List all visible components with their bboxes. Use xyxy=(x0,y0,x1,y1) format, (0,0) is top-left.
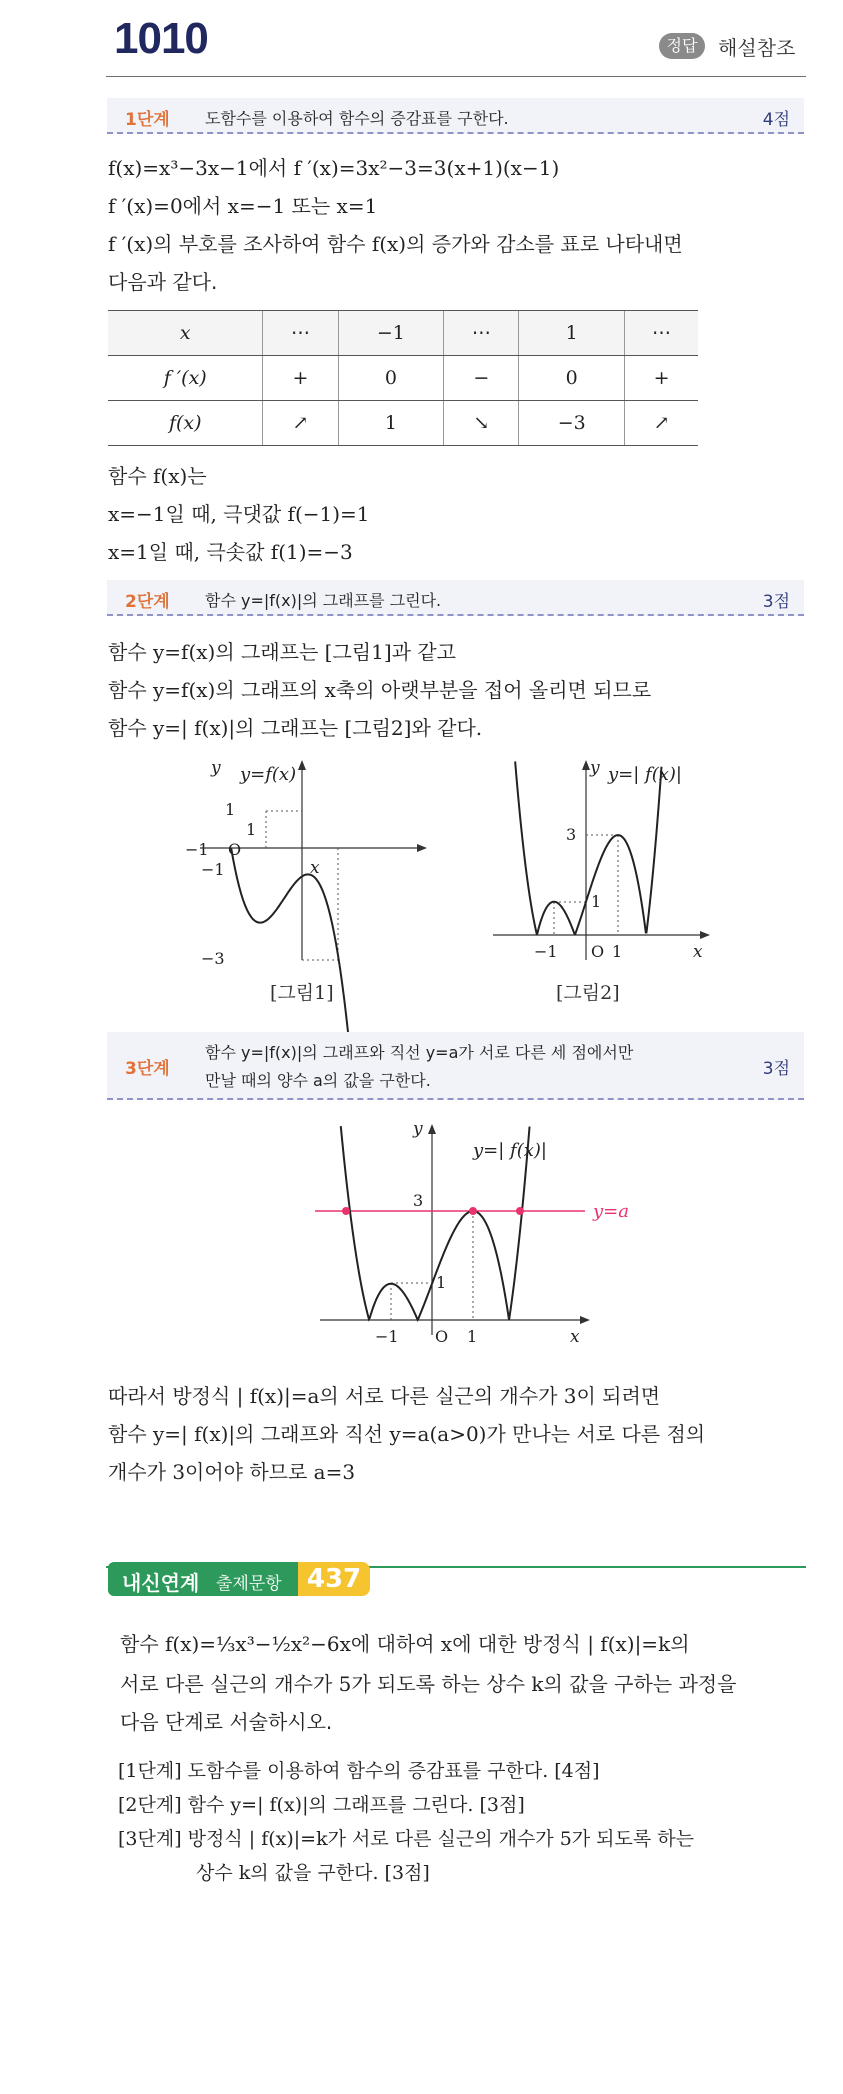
intersection-point xyxy=(469,1207,477,1215)
tick-label: 3 xyxy=(413,1191,424,1210)
critical-points-line: f ′(x)=0에서 x=−1 또는 x=1 xyxy=(108,194,378,218)
table-cell: ↗ xyxy=(263,401,338,446)
x-axis-arrow-icon xyxy=(417,844,427,852)
related-problem-badge xyxy=(108,1562,298,1596)
curve-label: y=| f(x)| xyxy=(608,764,682,785)
related-step-2: [2단계] 함수 y=| f(x)|의 그래프를 그린다. [3점] xyxy=(118,1794,525,1816)
related-problem-line-2: 서로 다른 실근의 개수가 5가 되도록 하는 상수 k의 값을 구하는 과정을 xyxy=(120,1672,737,1696)
table-cell: f ′(x) xyxy=(108,356,263,401)
intersection-point xyxy=(342,1207,350,1215)
y-axis-arrow-icon xyxy=(582,760,590,770)
tick-label: −1 xyxy=(201,860,225,879)
step-3-text-2: 만날 때의 양수 a의 값을 구한다. xyxy=(205,1071,431,1090)
problem-number: 1010 xyxy=(114,14,208,63)
related-step-3: [3단계] 방정식 | f(x)|=k가 서로 다른 실근의 개수가 5가 되도록 하는 xyxy=(118,1828,694,1850)
step-1-text: 도함수를 이용하여 함수의 증감표를 구한다. xyxy=(205,109,509,128)
graph-desc-line-2: 함수 y=f(x)의 그래프의 x축의 아랫부분을 접어 올리면 되므로 xyxy=(108,678,652,702)
answer-badge: 정답 xyxy=(659,33,705,59)
header-divider xyxy=(106,76,806,77)
tick-label: 1 xyxy=(591,892,602,911)
table-intro-line: 다음과 같다. xyxy=(108,270,218,294)
table-cell: ⋯ xyxy=(444,311,519,356)
y-axis-label: y xyxy=(211,758,221,778)
graph-desc-line-3: 함수 y=| f(x)|의 그래프는 [그림2]와 같다. xyxy=(108,716,483,740)
step-3-bar xyxy=(107,1032,804,1100)
conclusion-line-1: 따라서 방정식 | f(x)|=a의 서로 다른 실근의 개수가 3이 되려면 xyxy=(108,1384,661,1408)
figure-1-caption: [그림1] xyxy=(270,982,334,1004)
tick-label: 1 xyxy=(467,1327,478,1346)
tick-label: −1 xyxy=(375,1327,399,1346)
conclusion-line-3: 개수가 3이어야 하므로 a=3 xyxy=(108,1460,356,1484)
origin-label: O xyxy=(435,1327,449,1346)
tick-label: 1 xyxy=(612,942,623,961)
figure-1-graph xyxy=(185,755,435,970)
table-cell: ⋯ xyxy=(625,311,698,356)
step-1-score: 4점 xyxy=(762,110,790,130)
line-label: y=a xyxy=(593,1201,629,1222)
related-problem-line-1: 함수 f(x)=⅓x³−½x²−6x에 대하여 x에 대한 방정식 | f(x)|=k의 xyxy=(120,1632,690,1656)
derivative-line: f(x)=x³−3x−1에서 f ′(x)=3x²−3=3(x+1)(x−1) xyxy=(108,156,560,180)
x-axis-arrow-icon xyxy=(580,1316,590,1324)
table-cell: + xyxy=(625,356,698,401)
tick-label: 1 xyxy=(436,1273,447,1292)
table-row xyxy=(108,311,698,356)
table-row xyxy=(108,401,698,446)
conclusion-line-2: 함수 y=| f(x)|의 그래프와 직선 y=a(a>0)가 만나는 서로 다른 점의 xyxy=(108,1422,706,1446)
local-min-line: x=1일 때, 극솟값 f(1)=−3 xyxy=(108,540,353,564)
y-axis-label: y xyxy=(413,1119,423,1139)
table-cell: −1 xyxy=(338,311,444,356)
related-step-3-cont: 상수 k의 값을 구한다. [3점] xyxy=(196,1862,430,1884)
table-cell: ⋯ xyxy=(263,311,338,356)
answer-reference: 해설참조 xyxy=(718,36,796,60)
step-1-label: 1단계 xyxy=(125,110,170,130)
x-axis-arrow-icon xyxy=(700,931,710,939)
extrema-intro: 함수 f(x)는 xyxy=(108,464,207,488)
step-2-text: 함수 y=|f(x)|의 그래프를 그린다. xyxy=(205,591,442,610)
origin-label: O xyxy=(591,942,605,961)
table-cell: − xyxy=(444,356,519,401)
step-2-label: 2단계 xyxy=(125,592,170,612)
table-cell: 1 xyxy=(519,311,625,356)
x-axis-label: x xyxy=(693,942,703,962)
table-cell: 0 xyxy=(519,356,625,401)
local-max-line: x=−1일 때, 극댓값 f(−1)=1 xyxy=(108,502,370,526)
tick-label: −1 xyxy=(185,840,209,859)
step-1-bar xyxy=(107,98,804,134)
curve-label: y=f(x) xyxy=(240,764,297,785)
graph-desc-line-1: 함수 y=f(x)의 그래프는 [그림1]과 같고 xyxy=(108,640,456,664)
tick-label: −1 xyxy=(534,942,558,961)
related-problem-number: 437 xyxy=(298,1562,370,1596)
figure-2-caption: [그림2] xyxy=(556,982,620,1004)
step-3-text-1: 함수 y=|f(x)|의 그래프와 직선 y=a가 서로 다른 세 점에서만 xyxy=(205,1043,634,1062)
table-cell: −3 xyxy=(519,401,625,446)
tick-label: 1 xyxy=(246,820,257,839)
y-axis-arrow-icon xyxy=(298,760,306,770)
y-axis-label: y xyxy=(590,758,600,778)
curve-label: y=| f(x)| xyxy=(473,1140,547,1161)
table-cell: x xyxy=(108,311,263,356)
x-axis-label: x xyxy=(570,1327,580,1347)
table-cell: ↗ xyxy=(625,401,698,446)
table-cell: f(x) xyxy=(108,401,263,446)
y-axis-arrow-icon xyxy=(428,1124,436,1134)
origin-label: O xyxy=(228,840,242,859)
table-cell: 0 xyxy=(338,356,444,401)
x-axis-label: x xyxy=(310,858,320,878)
table-cell: ↘ xyxy=(444,401,519,446)
table-row xyxy=(108,356,698,401)
step-3-label: 3단계 xyxy=(125,1059,170,1079)
increase-decrease-table xyxy=(108,310,698,446)
badge-main-label: 내신연계 xyxy=(122,1571,200,1595)
related-step-1: [1단계] 도함수를 이용하여 함수의 증감표를 구한다. [4점] xyxy=(118,1760,600,1782)
tick-label: −3 xyxy=(201,949,225,968)
step-2-score: 3점 xyxy=(762,592,790,612)
sign-analysis-line: f ′(x)의 부호를 조사하여 함수 f(x)의 증가와 감소를 표로 나타내면 xyxy=(108,232,683,256)
tick-label: 1 xyxy=(225,800,236,819)
table-cell: 1 xyxy=(338,401,444,446)
figure-3-graph xyxy=(295,1110,675,1360)
curve-abs-f xyxy=(515,761,661,934)
badge-sub-label: 출제문항 xyxy=(216,1574,282,1594)
tick-label: 3 xyxy=(566,825,577,844)
table-cell: + xyxy=(263,356,338,401)
curve-f xyxy=(231,848,350,1051)
figure-2-graph xyxy=(488,755,718,970)
step-3-score: 3점 xyxy=(762,1059,790,1079)
intersection-point xyxy=(516,1207,524,1215)
step-2-bar xyxy=(107,580,804,616)
related-problem-line-3: 다음 단계로 서술하시오. xyxy=(120,1710,333,1734)
